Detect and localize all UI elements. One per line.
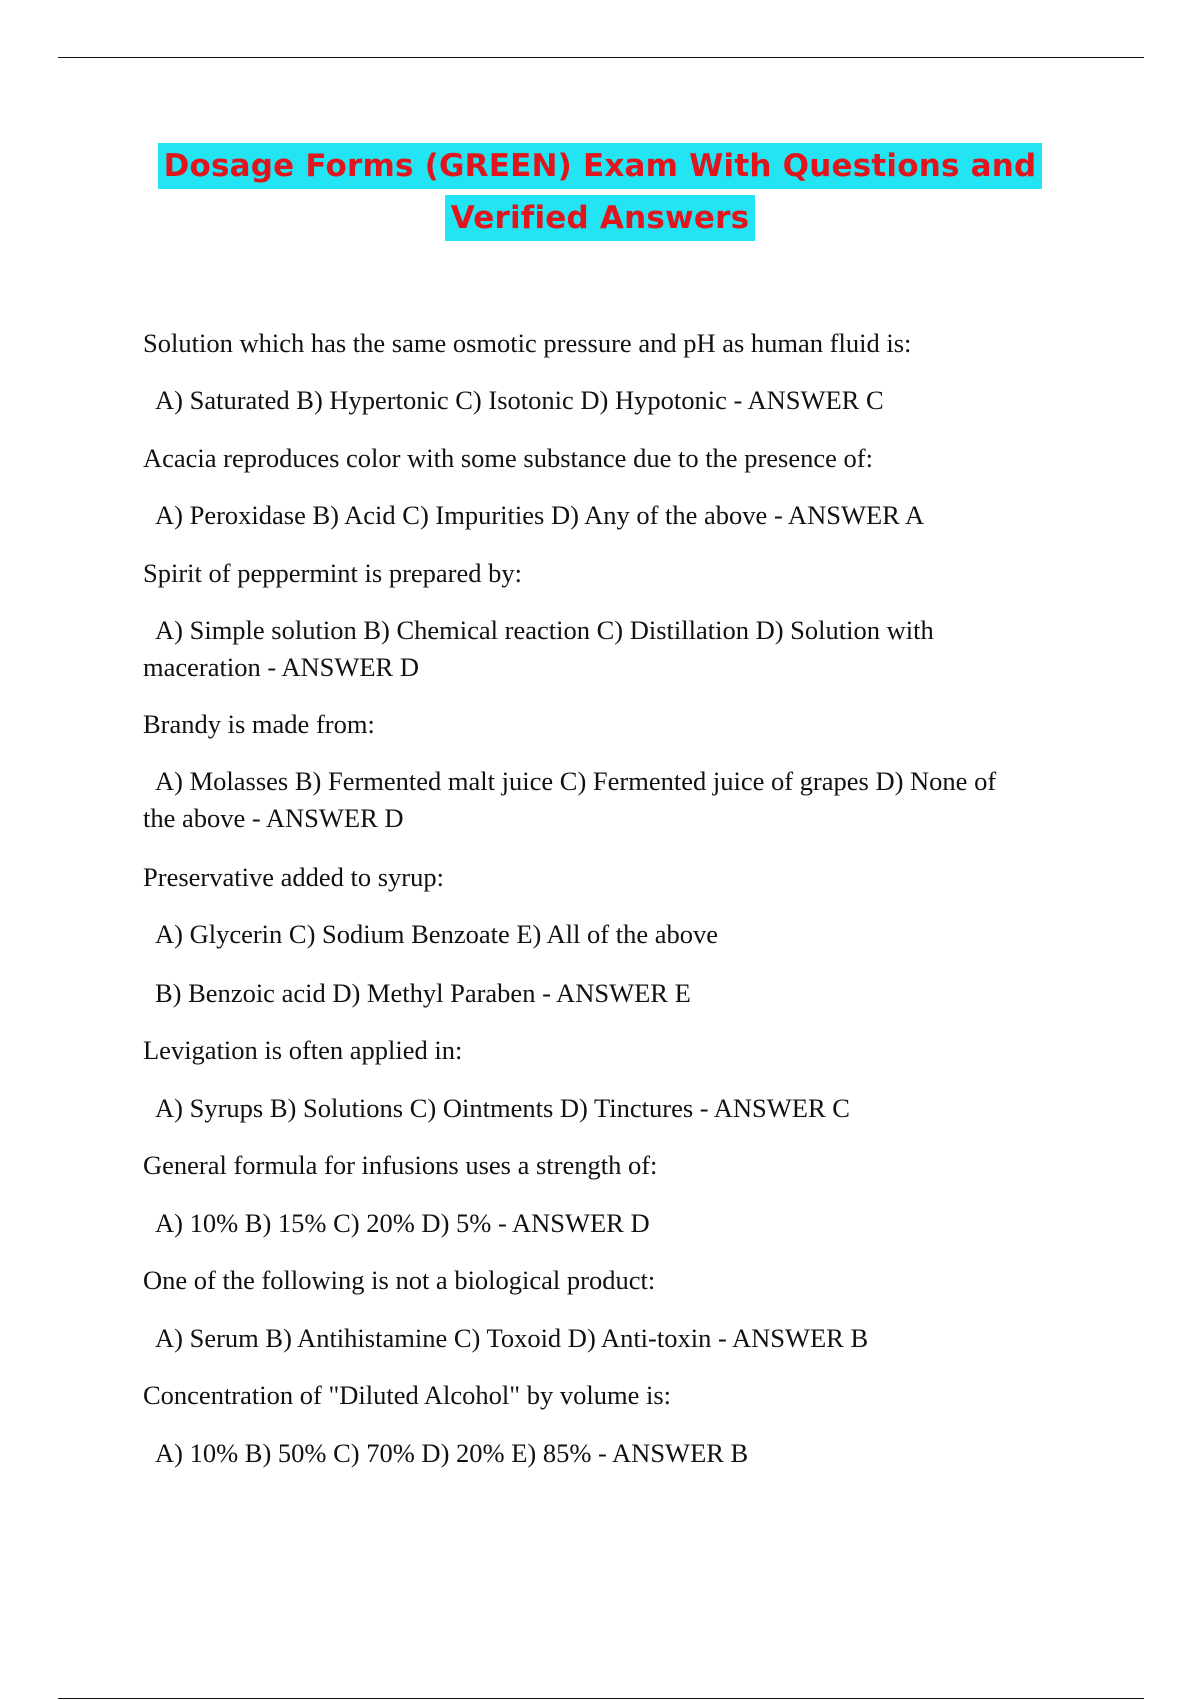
answer-text: A) Saturated B) Hypertonic C) Isotonic D) Hypotonic - ANSWER C — [155, 385, 884, 415]
answer-text: A) 10% B) 50% C) 70% D) 20% E) 85% - ANSWER B — [155, 1438, 749, 1468]
question-text: Levigation is often applied in: — [143, 1035, 463, 1065]
answer-text: A) Molasses B) Fermented malt juice C) Fermented juice of grapes D) None of — [155, 766, 997, 796]
answer-text-continued: the above - ANSWER D — [143, 803, 404, 833]
footer-rule — [58, 1698, 1144, 1699]
question-text: Preservative added to syrup: — [143, 862, 444, 892]
answer-text: A) Glycerin C) Sodium Benzoate E) All of the above — [155, 919, 718, 949]
question-text: General formula for infusions uses a strength of: — [143, 1150, 658, 1180]
question-text: Concentration of "Diluted Alcohol" by volume is: — [143, 1380, 672, 1410]
answer-text: A) 10% B) 15% C) 20% D) 5% - ANSWER D — [155, 1208, 650, 1238]
answer-text: A) Serum B) Antihistamine C) Toxoid D) Anti-toxin - ANSWER B — [155, 1323, 869, 1353]
question-text: One of the following is not a biological product: — [143, 1265, 656, 1295]
question-text: Spirit of peppermint is prepared by: — [143, 558, 523, 588]
answer-text: B) Benzoic acid D) Methyl Paraben - ANSWER E — [155, 978, 691, 1008]
answer-text: A) Peroxidase B) Acid C) Impurities D) Any of the above - ANSWER A — [155, 500, 925, 530]
answer-text-continued: maceration - ANSWER D — [143, 652, 419, 682]
title-line-2: Verified Answers — [445, 195, 755, 241]
question-text: Solution which has the same osmotic pressure and pH as human fluid is: — [143, 328, 912, 358]
answer-text: A) Syrups B) Solutions C) Ointments D) Tinctures - ANSWER C — [155, 1093, 850, 1123]
title-line-1: Dosage Forms (GREEN) Exam With Questions and — [158, 143, 1043, 189]
question-text: Brandy is made from: — [143, 709, 375, 739]
answer-text: A) Simple solution B) Chemical reaction C) Distillation D) Solution with — [155, 615, 934, 645]
question-text: Acacia reproduces color with some substance due to the presence of: — [143, 443, 873, 473]
